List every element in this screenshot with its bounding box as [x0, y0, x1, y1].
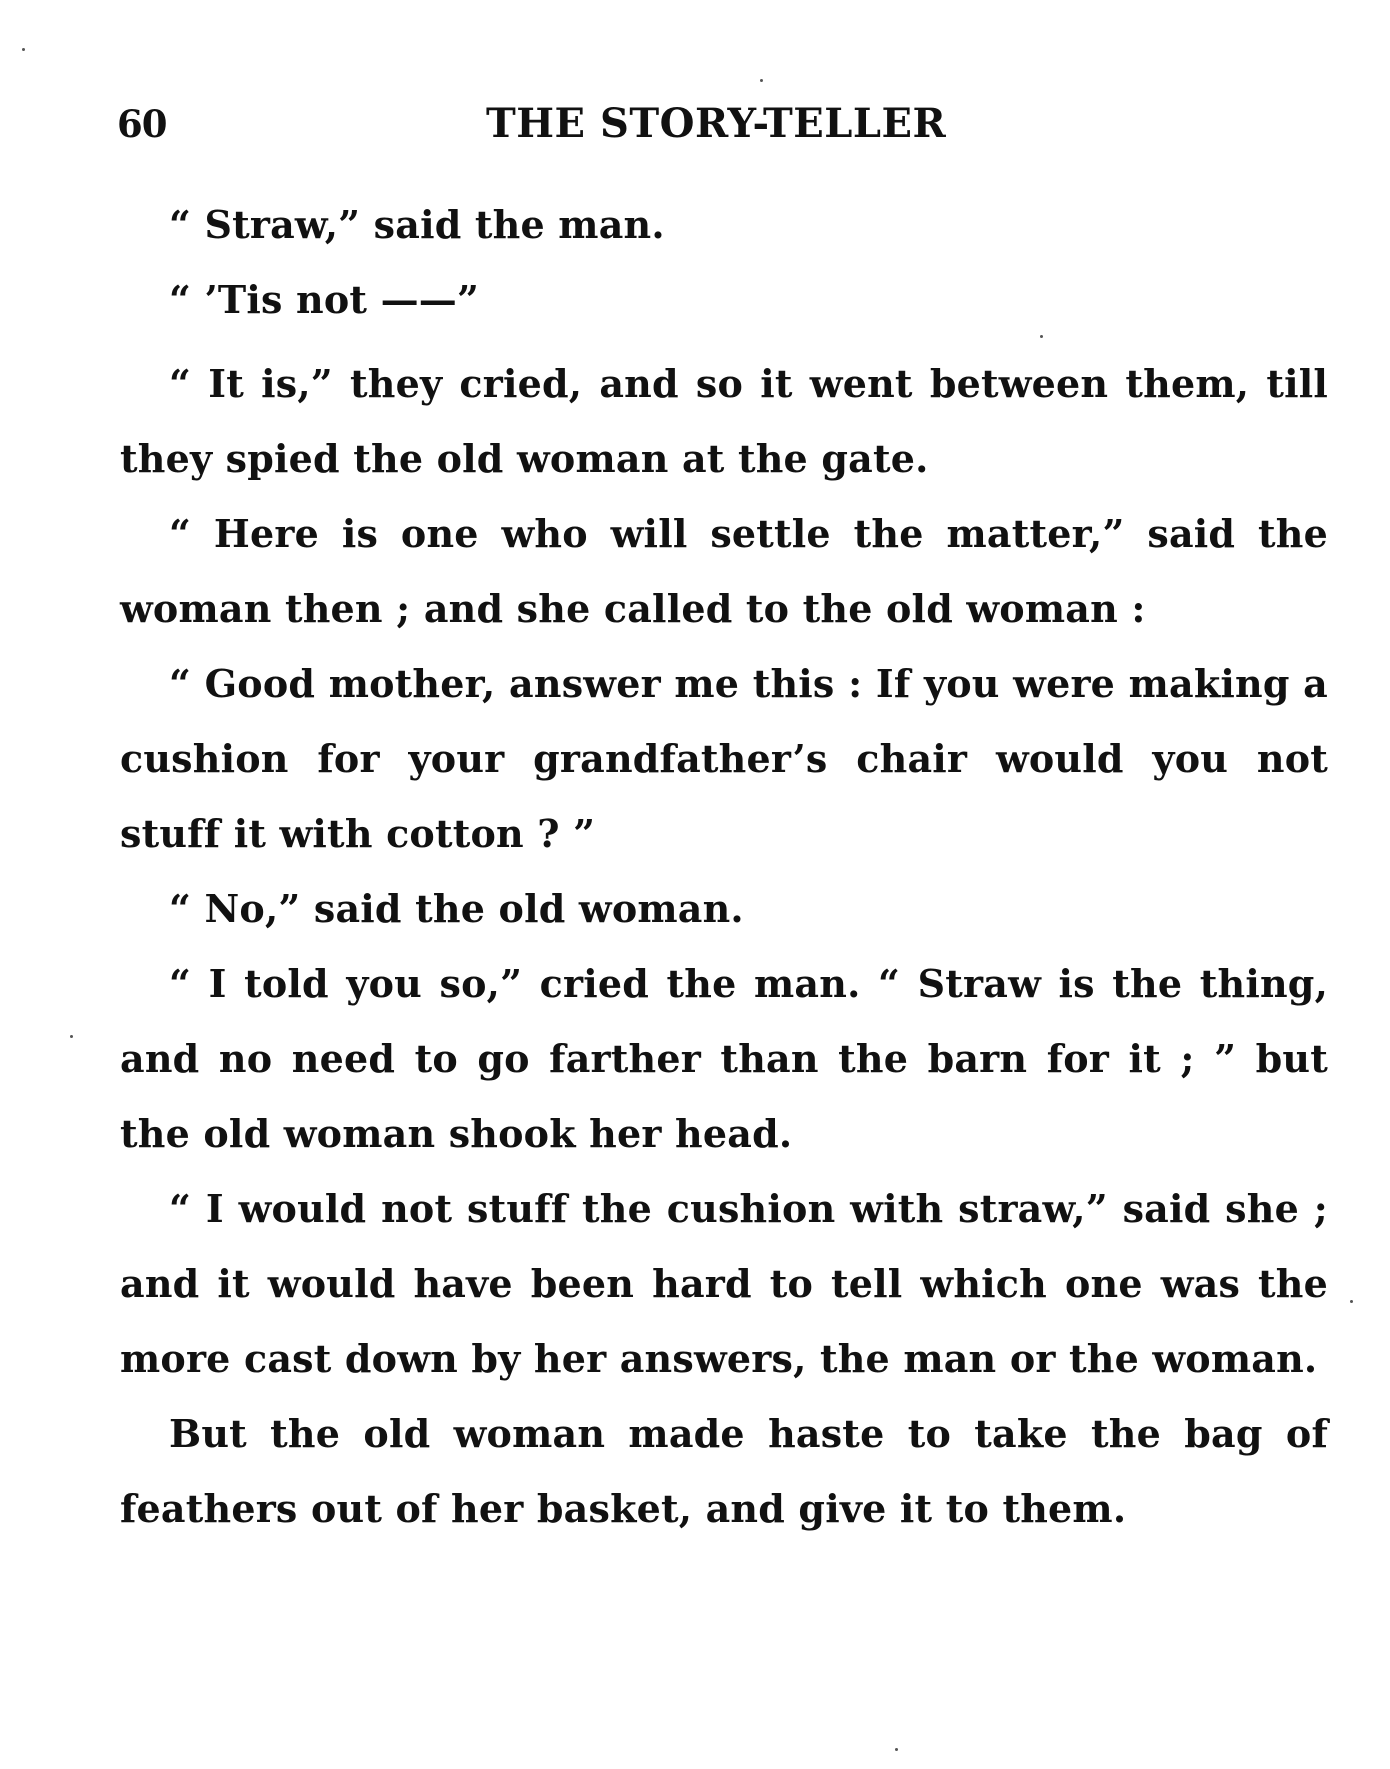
paragraph-1: “ Straw,” said the man. — [169, 202, 665, 247]
scan-speck — [1350, 1300, 1353, 1303]
running-title: THE STORY-TELLER — [486, 100, 947, 147]
scan-speck — [760, 79, 763, 82]
scan-speck — [895, 1748, 898, 1751]
paragraph-9: But the old woman made haste to take the bag of feathers out of her basket, and give it to them. — [120, 1411, 1328, 1531]
scan-speck — [1040, 335, 1043, 338]
paragraph-8: “ I would not stuff the cushion with straw,” said she ; and it would have been hard to tell which one was the more cast down by her answers, the man or the woman. — [120, 1186, 1328, 1381]
paragraph-4: “ Here is one who will settle the matter,” said the woman then ; and she called to the old woman : — [120, 511, 1328, 631]
paragraph-3: “ It is,” they cried, and so it went between them, till they spied the old woman at the gate. — [120, 361, 1328, 481]
paragraph-6: “ No,” said the old woman. — [169, 886, 744, 931]
paragraph-5: “ Good mother, answer me this : If you were making a cushion for your grandfather’s chair would you not stuff it with cotton ? ” — [120, 661, 1328, 856]
paragraph-2: “ ’Tis not ——” — [169, 277, 480, 322]
scan-speck — [22, 48, 25, 51]
page-body — [120, 187, 1328, 1546]
page-number: 60 — [117, 102, 167, 146]
paragraph-7: “ I told you so,” cried the man. “ Straw is the thing, and no need to go farther than the barn for it ; ” but the old woman shook her head. — [120, 961, 1328, 1156]
scan-speck — [70, 1035, 73, 1038]
